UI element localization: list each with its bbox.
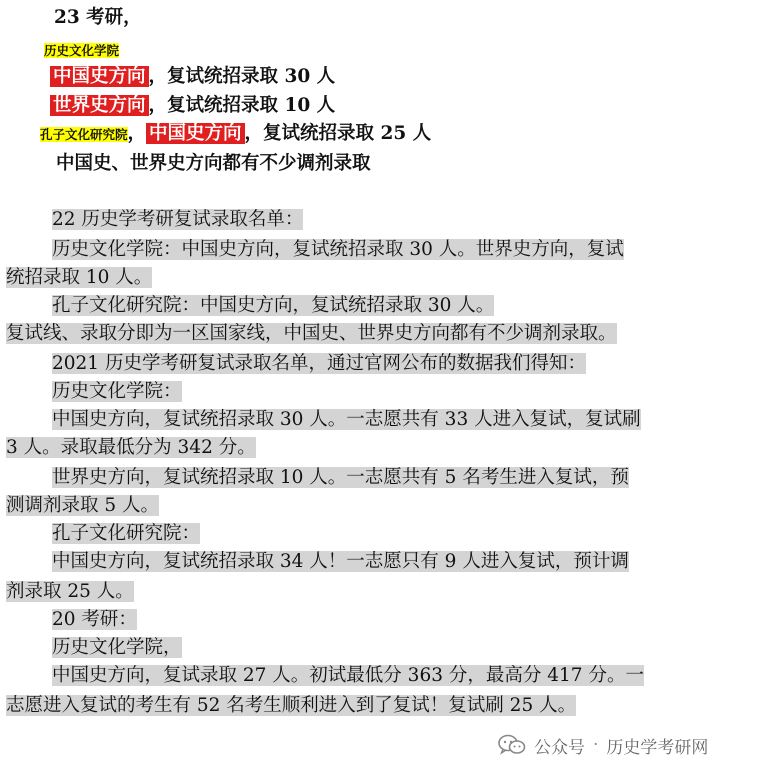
body-line: 世界史方向，复试统招录取 10 人。一志愿共有 5 名考生进入复试，预 (52, 467, 629, 488)
college2-separator: ， (127, 123, 147, 144)
watermark-separator: · (593, 735, 599, 755)
world-direction-text: ，复试统招录取 10 人 (148, 95, 336, 116)
college-name-1: 历史文化学院 (44, 43, 120, 58)
body-line: 孔子文化研究院： (52, 523, 201, 544)
body-line: 中国史方向，复试统招录取 34 人！一志愿只有 9 人进入复试，预计调 (52, 551, 629, 572)
watermark-source: 公众号 (534, 737, 585, 758)
world-direction-tag: 世界史方向 (50, 95, 149, 116)
college-name-2: 孔子文化研究院 (40, 127, 128, 142)
body-line: 剂录取 25 人。 (6, 581, 134, 602)
confucius-direction-text: ，复试统招录取 25 人 (244, 123, 432, 144)
header-note: 中国史、世界史方向都有不少调剂录取 (56, 153, 371, 174)
year-title: 23 考研， (54, 7, 142, 28)
header-line-confucius (40, 120, 431, 148)
china-direction-text: ，复试统招录取 30 人 (148, 66, 336, 87)
body-line: 历史文化学院：中国史方向，复试统招录取 30 人。世界史方向，复试 (52, 239, 624, 260)
body-line: 历史文化学院， (52, 637, 182, 658)
header-line-china (50, 63, 335, 91)
body-line: 2021 历史学考研复试录取名单，通过官网公布的数据我们得知： (52, 353, 586, 374)
body-line: 孔子文化研究院：中国史方向，复试统招录取 30 人。 (52, 295, 495, 316)
body-line: 历史文化学院： (52, 381, 182, 402)
body-line: 统招录取 10 人。 (6, 267, 153, 288)
body-line: 中国史方向，复试录取 27 人。初试最低分 363 分，最高分 417 分。一 (52, 665, 644, 686)
body-line: 测调剂录取 5 人。 (6, 495, 160, 516)
body-line: 3 人。录取最低分为 342 分。 (6, 437, 256, 458)
body-line: 中国史方向，复试统招录取 30 人。一志愿共有 33 人进入复试，复试刷 (52, 409, 641, 430)
college-label-1 (44, 36, 119, 64)
body-line: 复试线、录取分即为一区国家线，中国史、世界史方向都有不少调剂录取。 (6, 323, 617, 344)
watermark-account: 历史学考研网 (606, 737, 709, 758)
body-line: 志愿进入复试的考生有 52 名考生顺利进入到了复试！复试刷 25 人。 (6, 695, 577, 716)
body-line: 22 历史学考研复试录取名单： (52, 209, 304, 230)
body-line: 20 考研： (52, 609, 137, 630)
confucius-direction-tag: 中国史方向 (146, 123, 245, 144)
watermark (498, 731, 708, 759)
header-line-world (50, 92, 335, 120)
china-direction-tag: 中国史方向 (50, 66, 149, 87)
wechat-icon (498, 734, 526, 756)
